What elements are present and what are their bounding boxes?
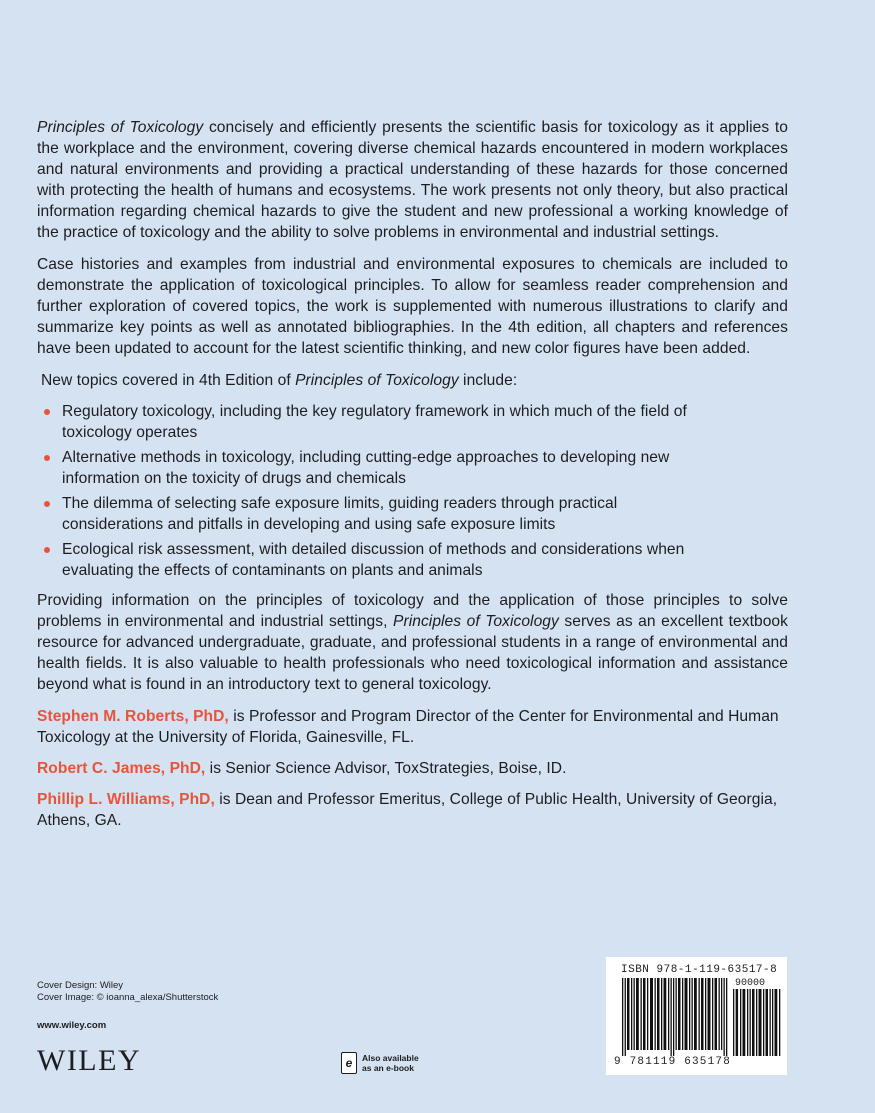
topic-text: Regulatory toxicology, including the key regulatory framework in which much of the field of toxicology operates [62, 403, 687, 441]
cover-image-credit: Cover Image: © ioanna_alexa/Shutterstock [37, 992, 219, 1003]
description-paragraph-2: Case histories and examples from industrial and environmental exposures to chemicals are included to demonstrate the application of toxicological principles. To allow for seamless reader comprehension and further exploration of covered topics, the work is supplemented with numerous illustrations to clarify and summarize key points as well as annotated bibliographies. In the 4th edition, all chapters and references have been updated to account for the latest scientific thinking, and new color figures have been added. [37, 256, 788, 357]
ebook-line: as an e-book [362, 1063, 414, 1073]
topics-intro-text: include: [458, 372, 518, 389]
topic-item [37, 493, 692, 535]
topic-text: Ecological risk assessment, with detailed discussion of methods and considerations when evaluating the effects of contaminants on plants and animals [62, 541, 685, 579]
ebook-text [362, 1053, 419, 1073]
author-bio [37, 789, 788, 831]
topics-intro-text: New topics covered in 4th Edition of [41, 372, 296, 389]
back-cover-text [37, 117, 788, 841]
book-title: Principles of Toxicology [37, 119, 204, 136]
author-name: Phillip L. Williams, PhD, [37, 791, 215, 808]
cover-design-credit: Cover Design: Wiley [37, 980, 124, 991]
isbn-text: ISBN 978-1-119-63517-8 [621, 964, 778, 976]
authors-section [37, 706, 788, 831]
author-bio-text: is Dean and Professor Emeritus, College of Public Health, University of Georgia, Athens, GA. [37, 791, 778, 829]
bullet-icon [44, 409, 50, 415]
topic-text: Alternative methods in toxicology, including cutting-edge approaches to developing new information on the toxicity of drugs and chemicals [62, 449, 670, 487]
author-name: Stephen M. Roberts, PhD, [37, 708, 229, 725]
topic-text: The dilemma of selecting safe exposure limits, guiding readers through practical considerations and pitfalls in developing and using safe exposure limits [62, 495, 618, 533]
ebook-icon: e [341, 1052, 357, 1074]
description-text: concisely and efficiently presents the scientific basis for toxicology as it applies to the workplace and the environment, covering diverse chemical hazards encountered in modern workplaces and natural environments and providing a practical understanding of these hazards for those concerned with protecting the health of humans and ecosystems. The work presents not only theory, but also practical information regarding chemical hazards to give the student and new professional a working knowledge of the practice of toxicology and the ability to solve problems in environmental and industrial settings. [37, 119, 788, 241]
book-title: Principles of Toxicology [393, 613, 559, 630]
publisher-logo: WILEY [37, 1044, 142, 1077]
topic-item [37, 539, 692, 581]
topic-item [37, 401, 692, 443]
topics-list [37, 401, 788, 581]
addon-barcode-bars [733, 989, 781, 1056]
publisher-url[interactable]: www.wiley.com [37, 1020, 107, 1031]
bullet-icon [44, 547, 50, 553]
isbn-barcode [606, 957, 787, 1075]
author-bio-text: is Professor and Program Director of the Center for Environmental and Human Toxicology at the University of Florida, Gainesville, FL. [37, 708, 779, 746]
description-paragraph-1 [37, 117, 788, 243]
author-bio-text: is Senior Science Advisor, ToxStrategies, Boise, ID. [205, 760, 567, 777]
barcode-digits: 9 781119 635178 [614, 1056, 732, 1068]
description-text: Providing information on the principles of toxicology and the application of those principles to solve problems in environmental and industrial settings, [37, 592, 788, 630]
book-title: Principles of Toxicology [295, 372, 459, 389]
topics-intro [41, 370, 788, 391]
bullet-icon [44, 455, 50, 461]
description-paragraph-3 [37, 590, 788, 695]
barcode-bars [622, 978, 729, 1056]
cover-credits [37, 980, 218, 1004]
ebook-notice [341, 1052, 419, 1074]
ebook-line: Also available [362, 1053, 419, 1063]
bullet-icon [44, 501, 50, 507]
author-name: Robert C. James, PhD, [37, 760, 206, 777]
description-text: serves as an excellent textbook resource for advanced undergraduate, graduate, and professional students in a range of environmental and health fields. It is also valuable to health professionals who need toxicological information and assistance beyond what is found in an introductory text to general toxicology. [37, 613, 788, 693]
price-addon-code: 90000 [735, 978, 766, 989]
author-bio [37, 758, 788, 779]
author-bio [37, 706, 788, 748]
topic-item [37, 447, 692, 489]
